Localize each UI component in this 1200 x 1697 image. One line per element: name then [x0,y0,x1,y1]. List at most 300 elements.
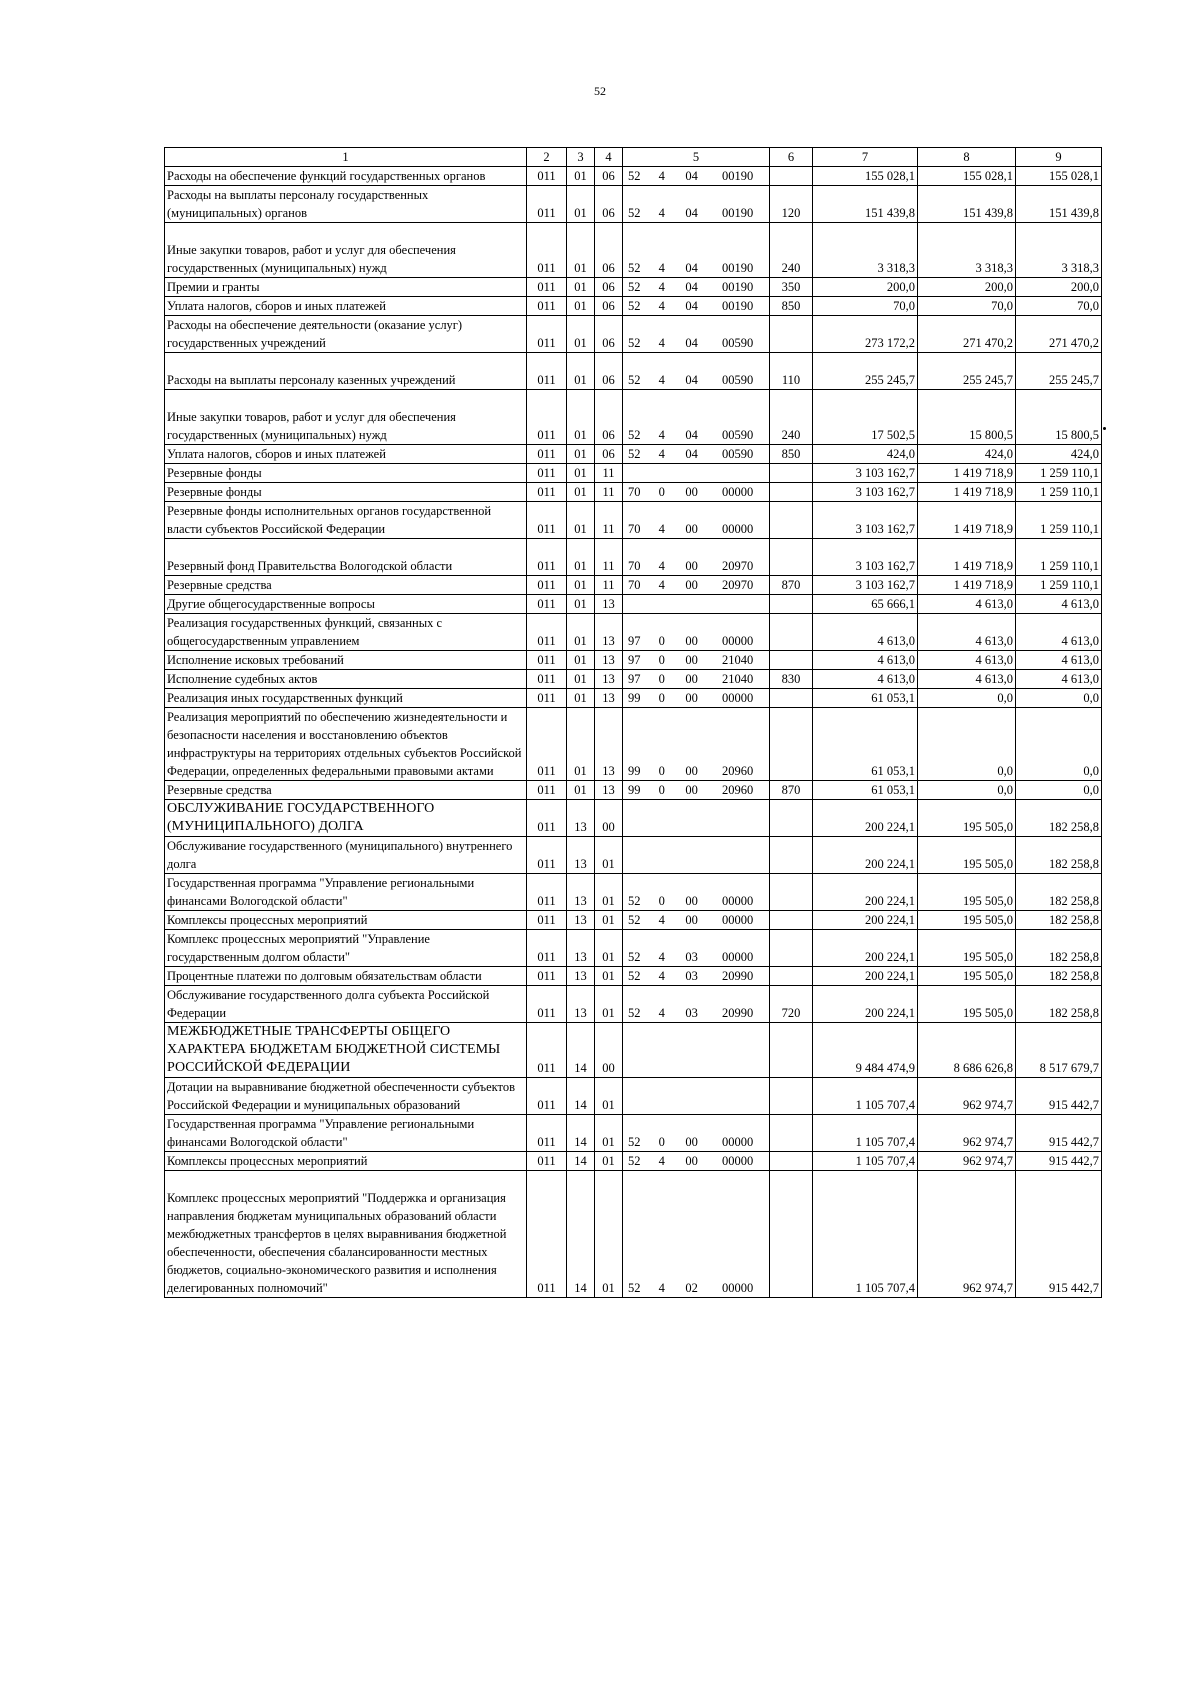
cell-c7: 255 245,7 [813,353,918,390]
cell-c2: 011 [527,1078,567,1115]
column-header: 9 [1016,148,1102,167]
cell-c4: 06 [595,223,623,278]
cell-c2: 011 [527,986,567,1023]
cell-c4: 06 [595,167,623,186]
cell-c7: 4 613,0 [813,614,918,651]
cell-c3: 01 [567,316,595,353]
cell-c3: 01 [567,464,595,483]
row-name [165,576,527,595]
cell-c5 [623,614,770,651]
cell-c3: 01 [567,576,595,595]
cell-c4: 13 [595,708,623,781]
code-part: 00 [685,1135,698,1149]
cell-c7: 200 224,1 [813,930,918,967]
cell-c5 [623,186,770,223]
cell-c4: 00 [595,1023,623,1078]
cell-c6 [770,930,813,967]
table-row [165,186,1102,223]
cell-c6 [770,595,813,614]
code-part: 70 [628,578,641,592]
cell-c5 [623,502,770,539]
cell-c5 [623,800,770,837]
table-row [165,316,1102,353]
code-part: 0 [658,691,665,705]
row-name [165,911,527,930]
code-part: 4 [658,280,665,294]
target-article-code [625,278,767,296]
cell-c8: 0,0 [918,708,1016,781]
column-header: 3 [567,148,595,167]
cell-c7: 65 666,1 [813,595,918,614]
cell-c7: 200 224,1 [813,800,918,837]
target-article-code [625,892,767,910]
code-part: 4 [658,578,665,592]
code-part: 52 [628,280,641,294]
cell-c7: 155 028,1 [813,167,918,186]
cell-c5 [623,930,770,967]
code-part: 4 [658,336,665,350]
row-name-text: Расходы на обеспечение деятельности (оказание услуг) государственных учреждений [167,318,463,350]
cell-c9: 915 442,7 [1016,1115,1102,1152]
code-part: 04 [685,299,698,313]
row-name-text: Комплекс процессных мероприятий "Управление государственным долгом области" [167,932,430,964]
cell-c3: 01 [567,297,595,316]
row-name-text: Реализация иных государственных функций [167,691,403,705]
code-part: 0 [658,1135,665,1149]
cell-c7: 61 053,1 [813,708,918,781]
code-part: 4 [658,447,665,461]
row-name-text: Резервные фонды исполнительных органов государственной власти субъектов Российской Федерации [167,504,492,536]
cell-c3: 13 [567,874,595,911]
cell-c6 [770,1152,813,1171]
cell-c7: 151 439,8 [813,186,918,223]
cell-c6 [770,464,813,483]
cell-c9: 182 258,8 [1016,930,1102,967]
cell-c8: 155 028,1 [918,167,1016,186]
table-row [165,614,1102,651]
cell-c2: 011 [527,278,567,297]
cell-c2: 011 [527,1152,567,1171]
cell-c7: 3 318,3 [813,223,918,278]
cell-c7: 70,0 [813,297,918,316]
row-name [165,670,527,689]
code-part: 20990 [721,1006,754,1020]
cell-c4: 06 [595,390,623,445]
cell-c8: 1 419 718,9 [918,539,1016,576]
code-part: 20990 [721,969,754,983]
cell-c4: 11 [595,464,623,483]
table-row [165,967,1102,986]
code-part: 21040 [721,653,754,667]
cell-c6 [770,1171,813,1298]
code-part: 70 [628,522,641,536]
row-name [165,651,527,670]
column-header: 7 [813,148,918,167]
code-part: 52 [628,969,641,983]
table-row [165,445,1102,464]
row-name [165,595,527,614]
code-part: 20960 [721,783,754,797]
cell-c9: 182 258,8 [1016,874,1102,911]
cell-c4: 01 [595,1078,623,1115]
code-part: 00000 [721,1154,754,1168]
code-part: 04 [685,447,698,461]
row-name [165,464,527,483]
target-article-code [625,1133,767,1151]
cell-c5 [623,986,770,1023]
cell-c7: 200 224,1 [813,911,918,930]
code-part: 97 [628,634,641,648]
table-row [165,353,1102,390]
code-part: 0 [658,653,665,667]
code-part: 03 [685,1006,698,1020]
cell-c4: 01 [595,1115,623,1152]
cell-c4: 06 [595,316,623,353]
row-name-text: Иные закупки товаров, работ и услуг для обеспечения государственных (муниципальных) нужд [167,410,456,442]
cell-c8: 15 800,5 [918,390,1016,445]
table-row [165,781,1102,800]
cell-c4: 06 [595,186,623,223]
target-article-code [625,632,767,650]
cell-c9: 151 439,8 [1016,186,1102,223]
code-part: 4 [658,1006,665,1020]
row-name-text: МЕЖБЮДЖЕТНЫЕ ТРАНСФЕРТЫ ОБЩЕГО ХАРАКТЕРА БЮДЖЕТАМ БЮДЖЕТНОЙ СИСТЕМЫ РОССИЙСКОЙ ФЕДЕРАЦИИ [167,1024,501,1075]
code-part: 00 [685,894,698,908]
cell-c5 [623,670,770,689]
table-row [165,670,1102,689]
target-article-code [625,483,767,501]
target-article-code [625,167,767,185]
code-part: 04 [685,169,698,183]
code-part: 0 [658,485,665,499]
cell-c8: 4 613,0 [918,670,1016,689]
cell-c9: 4 613,0 [1016,614,1102,651]
cell-c6: 850 [770,445,813,464]
row-name-text: Резервные фонды [167,485,262,499]
cell-c8: 70,0 [918,297,1016,316]
code-part: 00190 [721,169,754,183]
cell-c8: 195 505,0 [918,911,1016,930]
code-part: 03 [685,969,698,983]
cell-c3: 01 [567,614,595,651]
cell-c5 [623,278,770,297]
cell-c6 [770,967,813,986]
cell-c6 [770,1115,813,1152]
code-part: 70 [628,559,641,573]
code-part: 70 [628,485,641,499]
cell-c7: 17 502,5 [813,390,918,445]
stray-mark [1103,427,1106,430]
cell-c7: 424,0 [813,445,918,464]
cell-c6 [770,1023,813,1078]
cell-c2: 011 [527,595,567,614]
table-row [165,800,1102,837]
cell-c4: 11 [595,539,623,576]
table-row [165,874,1102,911]
table-row [165,223,1102,278]
target-article-code [625,967,767,985]
code-part: 97 [628,672,641,686]
code-part: 52 [628,1154,641,1168]
cell-c3: 01 [567,651,595,670]
row-name-text: ОБСЛУЖИВАНИЕ ГОСУДАРСТВЕННОГО (МУНИЦИПАЛЬНОГО) ДОЛГА [167,801,435,834]
target-article-code [625,520,767,538]
table-row [165,576,1102,595]
row-name [165,967,527,986]
cell-c4: 13 [595,595,623,614]
cell-c3: 13 [567,930,595,967]
cell-c4: 01 [595,1171,623,1298]
code-part: 00590 [721,428,754,442]
row-name [165,223,527,278]
code-part: 4 [658,1281,665,1295]
row-name [165,689,527,708]
cell-c8: 271 470,2 [918,316,1016,353]
cell-c8: 1 419 718,9 [918,502,1016,539]
table-row [165,502,1102,539]
cell-c8: 962 974,7 [918,1171,1016,1298]
code-part: 52 [628,336,641,350]
cell-c9: 200,0 [1016,278,1102,297]
code-part: 52 [628,1135,641,1149]
cell-c8: 962 974,7 [918,1078,1016,1115]
target-article-code [625,576,767,594]
cell-c3: 01 [567,502,595,539]
row-name [165,316,527,353]
row-name [165,502,527,539]
row-name-text: Дотации на выравнивание бюджетной обеспеченности субъектов Российской Федерации и муниципальных образований [167,1080,515,1112]
cell-c2: 011 [527,689,567,708]
cell-c7: 3 103 162,7 [813,483,918,502]
cell-c5 [623,837,770,874]
row-name [165,800,527,837]
cell-c4: 00 [595,800,623,837]
cell-c2: 011 [527,576,567,595]
cell-c6: 830 [770,670,813,689]
code-part: 00190 [721,280,754,294]
code-part: 04 [685,428,698,442]
row-name-text: Расходы на выплаты персоналу государственных (муниципальных) органов [167,188,429,220]
code-part: 52 [628,950,641,964]
row-name [165,1115,527,1152]
code-part: 52 [628,169,641,183]
cell-c9: 271 470,2 [1016,316,1102,353]
code-part: 0 [658,634,665,648]
row-name-text: Комплекс процессных мероприятий "Поддержка и организация направления бюджетам муниципальных образований области межбюджетных трансфертов в целях выравнивания бюджетной обеспеченности, обеспечения сбалансированности местных бюджетов, социально-экономического развития и исполнения делегированных полномочий" [167,1191,507,1295]
code-part: 52 [628,894,641,908]
cell-c3: 01 [567,781,595,800]
cell-c5 [623,223,770,278]
cell-c7: 3 103 162,7 [813,539,918,576]
code-part: 00000 [721,1135,754,1149]
cell-c7: 273 172,2 [813,316,918,353]
table-row [165,1023,1102,1078]
cell-c2: 011 [527,837,567,874]
cell-c2: 011 [527,539,567,576]
cell-c8: 1 419 718,9 [918,483,1016,502]
cell-c2: 011 [527,1023,567,1078]
row-name [165,930,527,967]
code-part: 00000 [721,522,754,536]
cell-c9: 4 613,0 [1016,670,1102,689]
cell-c7: 61 053,1 [813,689,918,708]
cell-c4: 11 [595,502,623,539]
cell-c5 [623,595,770,614]
code-part: 4 [658,559,665,573]
code-part: 00000 [721,691,754,705]
cell-c5 [623,1078,770,1115]
cell-c3: 01 [567,483,595,502]
code-part: 00 [685,578,698,592]
cell-c6 [770,502,813,539]
cell-c5 [623,1171,770,1298]
code-part: 00000 [721,1281,754,1295]
cell-c9: 0,0 [1016,781,1102,800]
cell-c9: 0,0 [1016,689,1102,708]
cell-c3: 14 [567,1023,595,1078]
row-name [165,539,527,576]
table-body [165,167,1102,1298]
row-name-text: Государственная программа "Управление региональными финансами Вологодской области" [167,1117,475,1149]
cell-c8: 0,0 [918,689,1016,708]
row-spacer [167,390,524,408]
cell-c6: 870 [770,781,813,800]
cell-c8: 200,0 [918,278,1016,297]
row-name-text: Премии и гранты [167,280,260,294]
cell-c6: 350 [770,278,813,297]
code-part: 00590 [721,373,754,387]
row-name-text: Реализация государственных функций, связанных с общегосударственным управлением [167,616,443,648]
cell-c8: 151 439,8 [918,186,1016,223]
cell-c7: 200,0 [813,278,918,297]
cell-c3: 14 [567,1152,595,1171]
code-part: 0 [658,672,665,686]
cell-c3: 14 [567,1115,595,1152]
cell-c7: 3 103 162,7 [813,502,918,539]
cell-c2: 011 [527,297,567,316]
target-article-code [625,948,767,966]
target-article-code [625,297,767,315]
code-part: 97 [628,653,641,667]
cell-c7: 200 224,1 [813,874,918,911]
code-part: 00000 [721,634,754,648]
row-name-text: Расходы на обеспечение функций государственных органов [167,169,486,183]
code-part: 52 [628,206,641,220]
cell-c7: 200 224,1 [813,967,918,986]
cell-c6 [770,708,813,781]
cell-c9: 182 258,8 [1016,800,1102,837]
code-part: 4 [658,969,665,983]
cell-c6: 870 [770,576,813,595]
cell-c7: 1 105 707,4 [813,1152,918,1171]
target-article-code [625,762,767,780]
cell-c2: 011 [527,967,567,986]
cell-c9: 1 259 110,1 [1016,539,1102,576]
cell-c2: 011 [527,353,567,390]
cell-c3: 01 [567,445,595,464]
cell-c8: 4 613,0 [918,614,1016,651]
cell-c2: 011 [527,1171,567,1298]
row-name-text: Уплата налогов, сборов и иных платежей [167,299,386,313]
cell-c5 [623,576,770,595]
cell-c9: 182 258,8 [1016,986,1102,1023]
cell-c4: 01 [595,874,623,911]
column-header: 8 [918,148,1016,167]
cell-c6 [770,316,813,353]
row-name-text: Другие общегосударственные вопросы [167,597,375,611]
cell-c2: 011 [527,911,567,930]
code-part: 00 [685,691,698,705]
cell-c2: 011 [527,167,567,186]
target-article-code [625,781,767,799]
row-name [165,1023,527,1078]
cell-c6 [770,837,813,874]
code-part: 00 [685,522,698,536]
row-name [165,186,527,223]
column-header: 1 [165,148,527,167]
code-part: 4 [658,169,665,183]
code-part: 03 [685,950,698,964]
cell-c2: 011 [527,781,567,800]
cell-c3: 01 [567,670,595,689]
row-name-text: Комплексы процессных мероприятий [167,1154,368,1168]
cell-c5 [623,1152,770,1171]
cell-c4: 06 [595,278,623,297]
target-article-code [625,259,767,277]
cell-c8: 424,0 [918,445,1016,464]
cell-c6 [770,800,813,837]
cell-c9: 915 442,7 [1016,1171,1102,1298]
code-part: 99 [628,691,641,705]
cell-c7: 1 105 707,4 [813,1171,918,1298]
code-part: 4 [658,261,665,275]
target-article-code [625,334,767,352]
table-row [165,464,1102,483]
row-name [165,278,527,297]
code-part: 99 [628,764,641,778]
table-row [165,297,1102,316]
cell-c2: 011 [527,874,567,911]
row-name [165,1078,527,1115]
cell-c5 [623,911,770,930]
table-row [165,708,1102,781]
cell-c9: 255 245,7 [1016,353,1102,390]
cell-c4: 13 [595,651,623,670]
row-spacer [167,539,524,557]
column-header: 5 [623,148,770,167]
cell-c2: 011 [527,800,567,837]
code-part: 0 [658,764,665,778]
cell-c7: 61 053,1 [813,781,918,800]
cell-c3: 01 [567,708,595,781]
cell-c8: 962 974,7 [918,1152,1016,1171]
cell-c3: 01 [567,595,595,614]
code-part: 00 [685,634,698,648]
cell-c2: 011 [527,502,567,539]
row-name [165,483,527,502]
cell-c9: 915 442,7 [1016,1078,1102,1115]
cell-c3: 01 [567,353,595,390]
cell-c6 [770,614,813,651]
row-name-text: Реализация мероприятий по обеспечению жизнедеятельности и безопасности населения и восстановлению объектов инфраструктуры на территориях отдельных субъектов Российской Федерации, определенных федеральными правовыми актами [167,710,522,778]
cell-c5 [623,651,770,670]
table-row [165,1115,1102,1152]
column-header: 2 [527,148,567,167]
code-part: 4 [658,913,665,927]
row-name-text: Процентные платежи по долговым обязательствам области [167,969,482,983]
code-part: 00000 [721,485,754,499]
row-name [165,445,527,464]
